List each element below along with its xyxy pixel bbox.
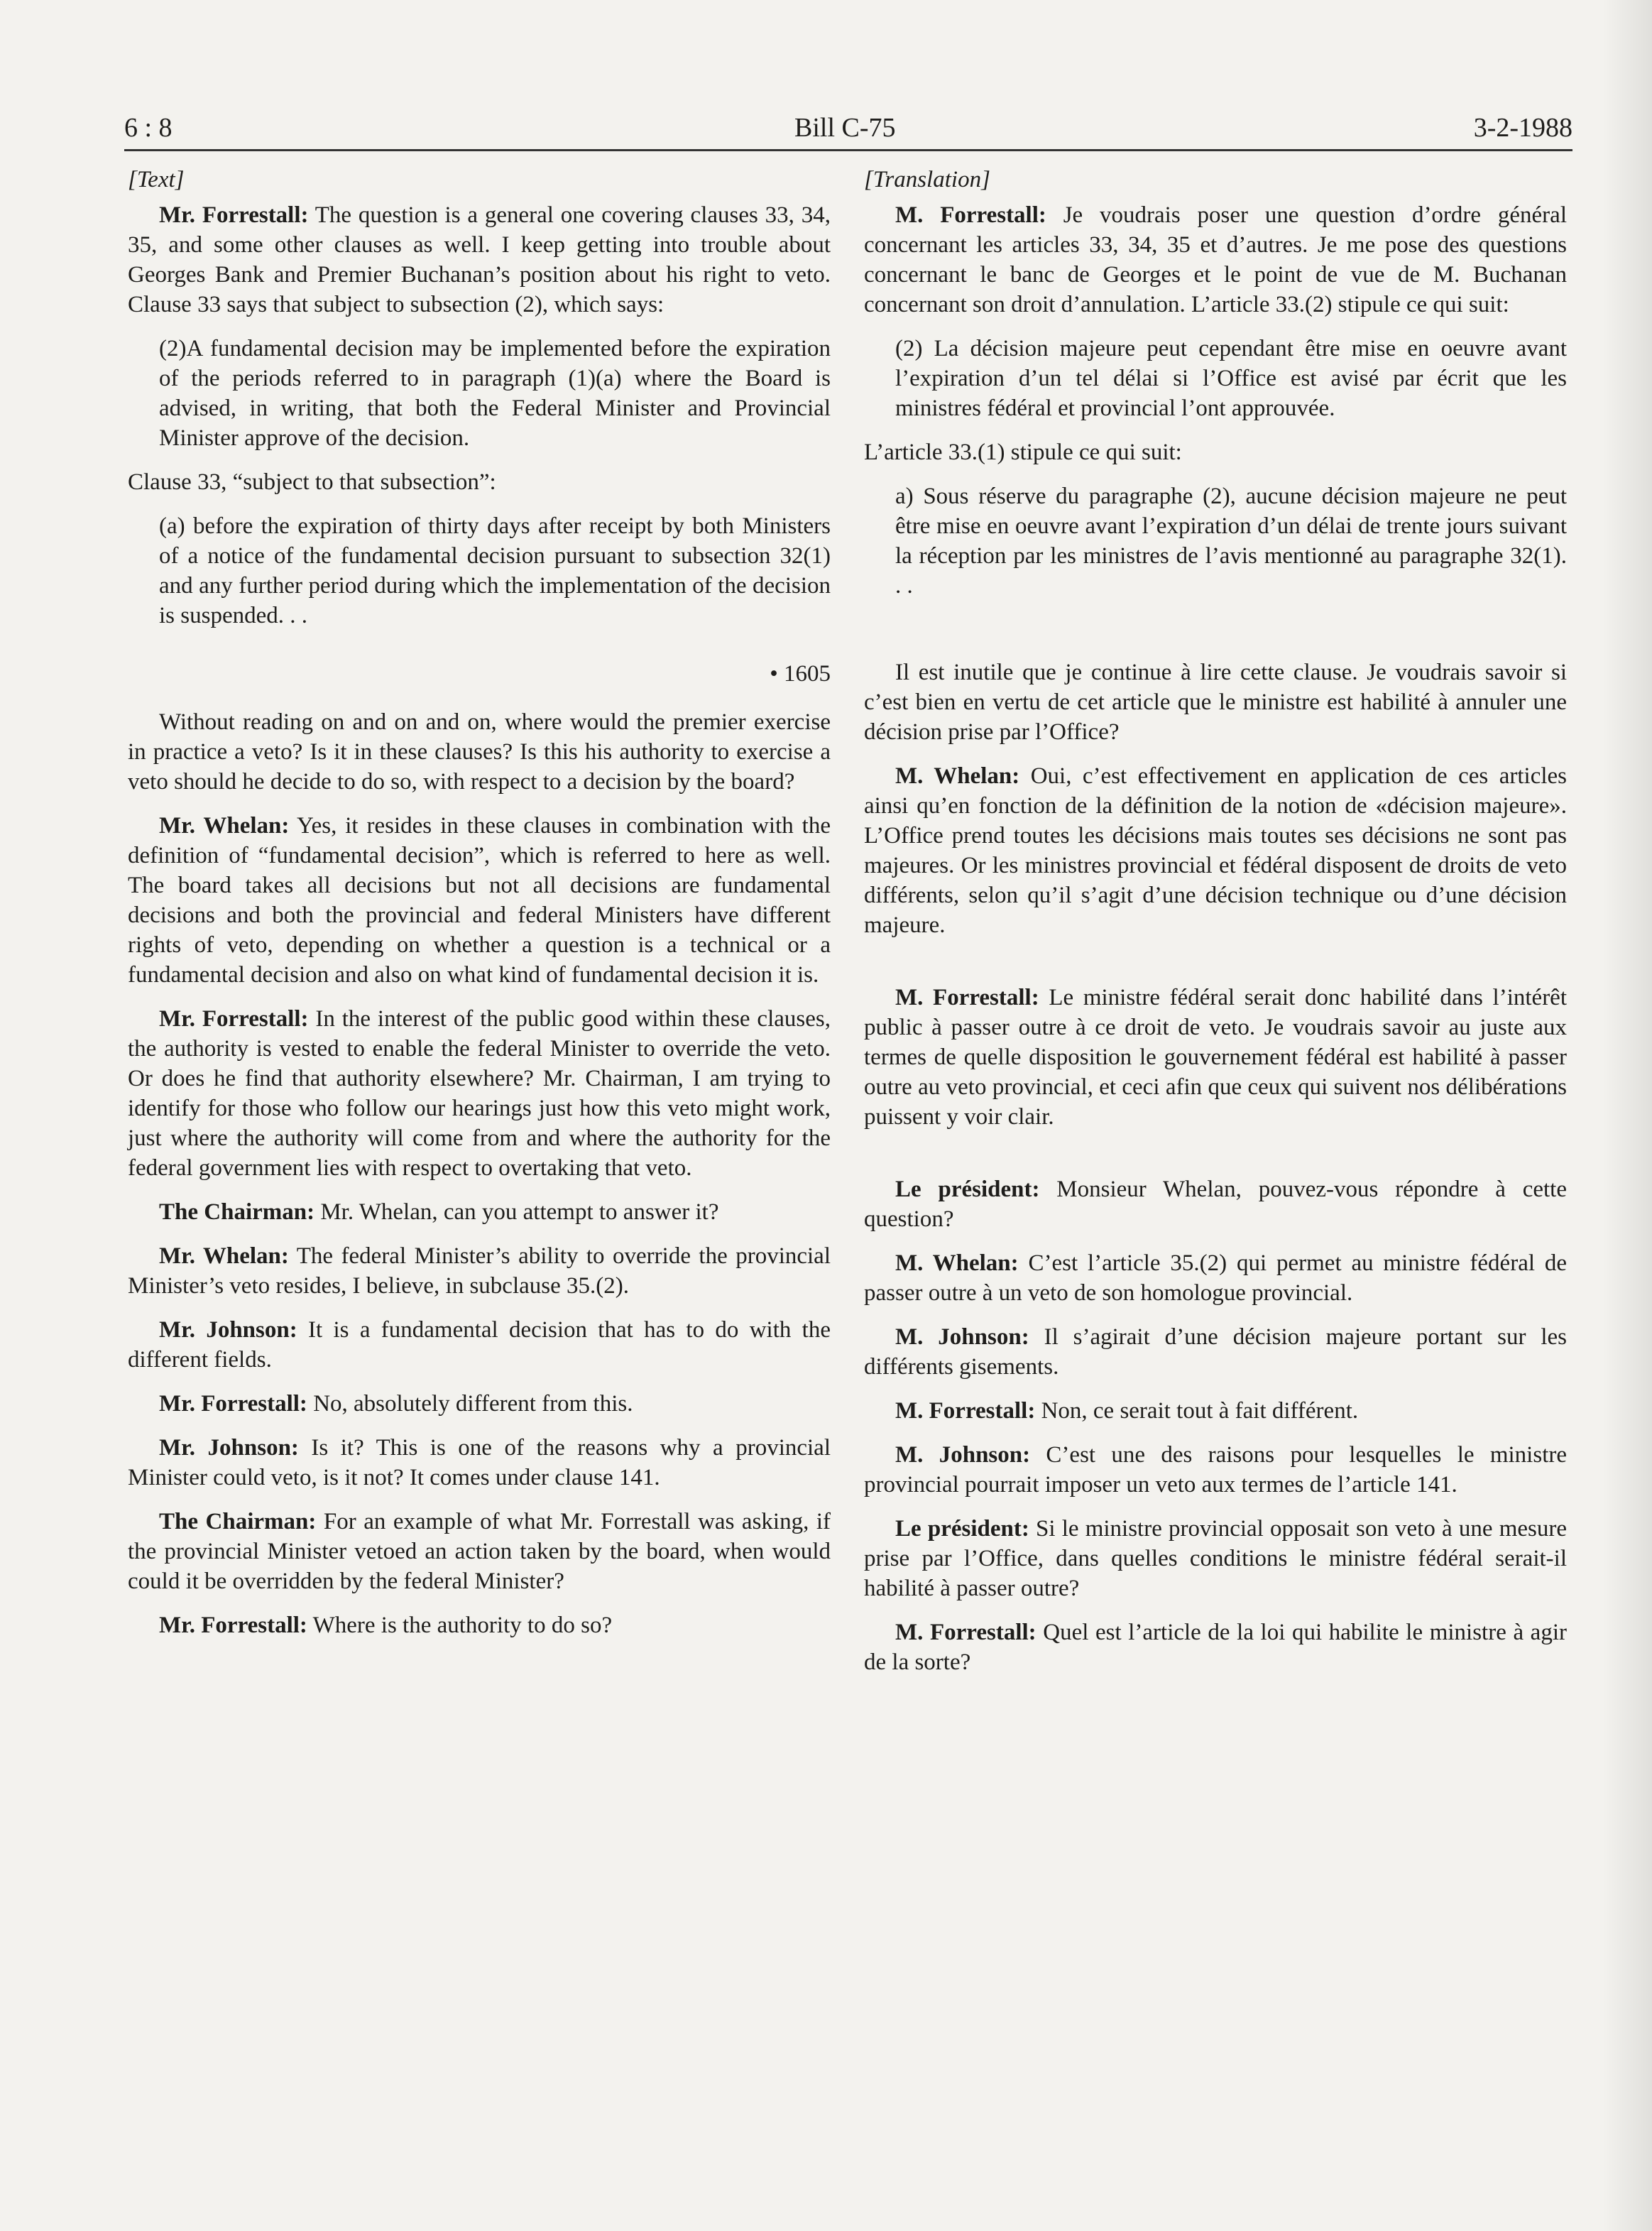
paragraph (128, 1433, 831, 1493)
quoted-clause: (2) La décision majeure peut cependant être mise en oeuvre avant l’expiration d’un tel délai si l’Office est avisé par écrit que les ministres fédéral et provincial l’ont approuvée. (895, 336, 1567, 421)
paragraph (864, 1174, 1567, 1234)
spacer (864, 954, 1567, 983)
statement: Oui, c’est effectivement en application de ces articles ainsi qu’en fonction de la définition de la notion de «décision majeure». L’Office prend toutes les décisions mais toutes ses décisions ne sont pas majeures. Or les ministres provincial et fédéral disposent de droits de veto différents, selon qu’il s’agit d’une décision technique ou d’une décision majeure. (864, 763, 1567, 938)
quoted-clause: (2)A fundamental decision may be implemented before the expiration of the periods referred to in paragraph (1)(a) where the Board is advised, in writing, that both the Federal Minister and Provincial Minister approve of the decision. (159, 336, 831, 451)
spacer (864, 615, 1567, 658)
translation-label: [Translation] (864, 167, 990, 192)
header-rule (124, 149, 1572, 151)
paragraph (864, 1514, 1567, 1603)
statement: Il s’agirait d’une décision majeure portant sur les différents gisements. (864, 1324, 1567, 1380)
paragraph (128, 1315, 831, 1375)
page-date: 3-2-1988 (1473, 113, 1572, 143)
statement: The question is a general one covering clauses 33, 34, 35, and some other clauses as well. I keep getting into trouble about Georges Bank and Premier Buchanan’s position about his right to veto. Clause 33 says that subject to subsection (2), which says: (128, 202, 831, 317)
page-header (124, 112, 1572, 148)
paragraph: Clause 33, “subject to that subsection”: (128, 469, 496, 495)
paragraph (864, 200, 1567, 320)
speaker: Mr. Forrestall: (159, 1391, 307, 1417)
page-number: 6 : 8 (124, 113, 173, 143)
statement: In the interest of the public good within these clauses, the authority is vested to enable the federal Minister to override the veto. Or does he find that authority elsewhere? Mr. Chairman, I am trying to identify for those who follow our hearings just how this veto might work, just where the authority will come from and where the authority for the federal government lies with respect to overtaking that veto. (128, 1006, 831, 1181)
speaker: M. Forrestall: (895, 1398, 1036, 1424)
quoted-clause: (a) before the expiration of thirty days after receipt by both Ministers of a notice of the fundamental decision pursuant to subsection 32(1) and any further period during which the implementation of the decision is suspended. . . (159, 513, 831, 628)
paragraph (128, 1507, 831, 1596)
english-column (128, 165, 831, 1654)
statement: The federal Minister’s ability to override the provincial Minister’s veto resides, I believe, in subclause 35.(2). (128, 1243, 831, 1299)
statement: Je voudrais poser une question d’ordre général concernant les articles 33, 34, 35 et d’autres. Je me pose des questions concernant le banc de Georges et le point de vue de M. Buchanan concernant son droit d’annulation. L’article 33.(2) stipule ce qui suit: (864, 202, 1567, 317)
speaker: M. Forrestall: (895, 202, 1046, 228)
speaker: Mr. Whelan: (159, 813, 290, 839)
quoted-clause: a) Sous réserve du paragraphe (2), aucune décision majeure ne peut être mise en oeuvre avant l’expiration d’un délai de trente jours suivant la réception par les ministres de l’avis mentionné au paragraphe 32(1). . . (895, 484, 1567, 599)
statement: C’est une des raisons pour lesquelles le ministre provincial pourrait imposer un veto aux termes de l’article 141. (864, 1442, 1567, 1498)
speaker: M. Johnson: (895, 1442, 1031, 1468)
statement: Is it? This is one of the reasons why a provincial Minister could veto, is it not? It comes under clause 141. (128, 1435, 831, 1490)
paragraph (864, 1396, 1567, 1426)
speaker: Mr. Whelan: (159, 1243, 289, 1269)
speaker: Mr. Forrestall: (159, 1006, 309, 1032)
statement: For an example of what Mr. Forrestall was asking, if the provincial Minister vetoed an action taken by the board, when would could it be overridden by the federal Minister? (128, 1509, 831, 1594)
speaker: Mr. Forrestall: (159, 202, 309, 228)
statement: C’est l’article 35.(2) qui permet au ministre fédéral de passer outre à un veto de son homologue provincial. (864, 1250, 1567, 1306)
paragraph (128, 1389, 831, 1419)
speaker: Mr. Johnson: (159, 1317, 297, 1343)
paragraph (864, 1440, 1567, 1500)
paragraph (128, 1610, 831, 1640)
statement: Monsieur Whelan, pouvez-vous répondre à cette question? (864, 1177, 1568, 1232)
paragraph (128, 1241, 831, 1301)
speaker: M. Whelan: (895, 763, 1020, 789)
paragraph (864, 983, 1567, 1132)
statement: Mr. Whelan, can you attempt to answer it? (314, 1199, 719, 1225)
statement: Non, ce serait tout à fait différent. (1035, 1398, 1359, 1424)
paragraph (864, 1248, 1567, 1308)
paragraph (128, 811, 831, 990)
text-label: [Text] (128, 167, 185, 192)
statement: Si le ministre provincial opposait son veto à une mesure prise par l’Office, dans quelles conditions le ministre fédéral serait-il habilité à passer outre? (864, 1516, 1567, 1601)
paragraph (128, 200, 831, 320)
paragraph (864, 1618, 1567, 1677)
statement: Quel est l’article de la loi qui habilite le ministre à agir de la sorte? (864, 1620, 1567, 1675)
speaker: Mr. Johnson: (159, 1435, 299, 1461)
page-edge-shadow (1602, 0, 1652, 2231)
spacer (864, 1146, 1567, 1174)
paragraph (128, 1004, 831, 1183)
french-column (864, 165, 1567, 1691)
paragraph: Il est inutile que je continue à lire cette clause. Je voudrais savoir si c’est bien en vertu de cet article que le ministre est habilité à annuler une décision prise par l’Office? (864, 660, 1567, 745)
speaker: The Chairman: (159, 1509, 317, 1534)
statement: Where is the authority to do so? (307, 1613, 613, 1638)
paragraph (864, 761, 1567, 940)
speaker: M. Whelan: (895, 1250, 1019, 1276)
statement: It is a fundamental decision that has to do with the different fields. (128, 1317, 831, 1373)
paragraph: Without reading on and on and on, where would the premier exercise in practice a veto? Is it in these clauses? Is this his authority to exercise a veto should he decide to do so, with respect to a decision by the board? (128, 709, 831, 795)
bill-title: Bill C-75 (794, 113, 896, 143)
speaker: M. Forrestall: (895, 985, 1039, 1010)
speaker: Le président: (895, 1516, 1029, 1542)
statement: No, absolutely different from this. (307, 1391, 633, 1417)
speaker: The Chairman: (159, 1199, 315, 1225)
paragraph (128, 1197, 831, 1227)
speaker: Le président: (895, 1177, 1040, 1202)
paragraph (864, 1322, 1567, 1382)
speaker: Mr. Forrestall: (159, 1613, 307, 1638)
time-marker: • 1605 (770, 661, 831, 687)
speaker: M. Johnson: (895, 1324, 1029, 1350)
statement: Yes, it resides in these clauses in combination with the definition of “fundamental decision”, which is referred to here as well. The board takes all decisions but not all decisions are fundamental decisions and both the provincial and federal Ministers have different rights of veto, depending on whether a question is a technical or a fundamental decision and also on what kind of fundamental decision it is. (128, 813, 831, 988)
paragraph: L’article 33.(1) stipule ce qui suit: (864, 440, 1182, 465)
statement: Le ministre fédéral serait donc habilité dans l’intérêt public à passer outre à ce droit de veto. Je voudrais savoir au juste aux termes de quelle disposition le gouvernement fédéral est habilité à passer outre au veto provincial, et ceci afin que ceux qui suivent nos délibérations puissent y voir clair. (864, 985, 1567, 1130)
speaker: M. Forrestall: (895, 1620, 1036, 1645)
